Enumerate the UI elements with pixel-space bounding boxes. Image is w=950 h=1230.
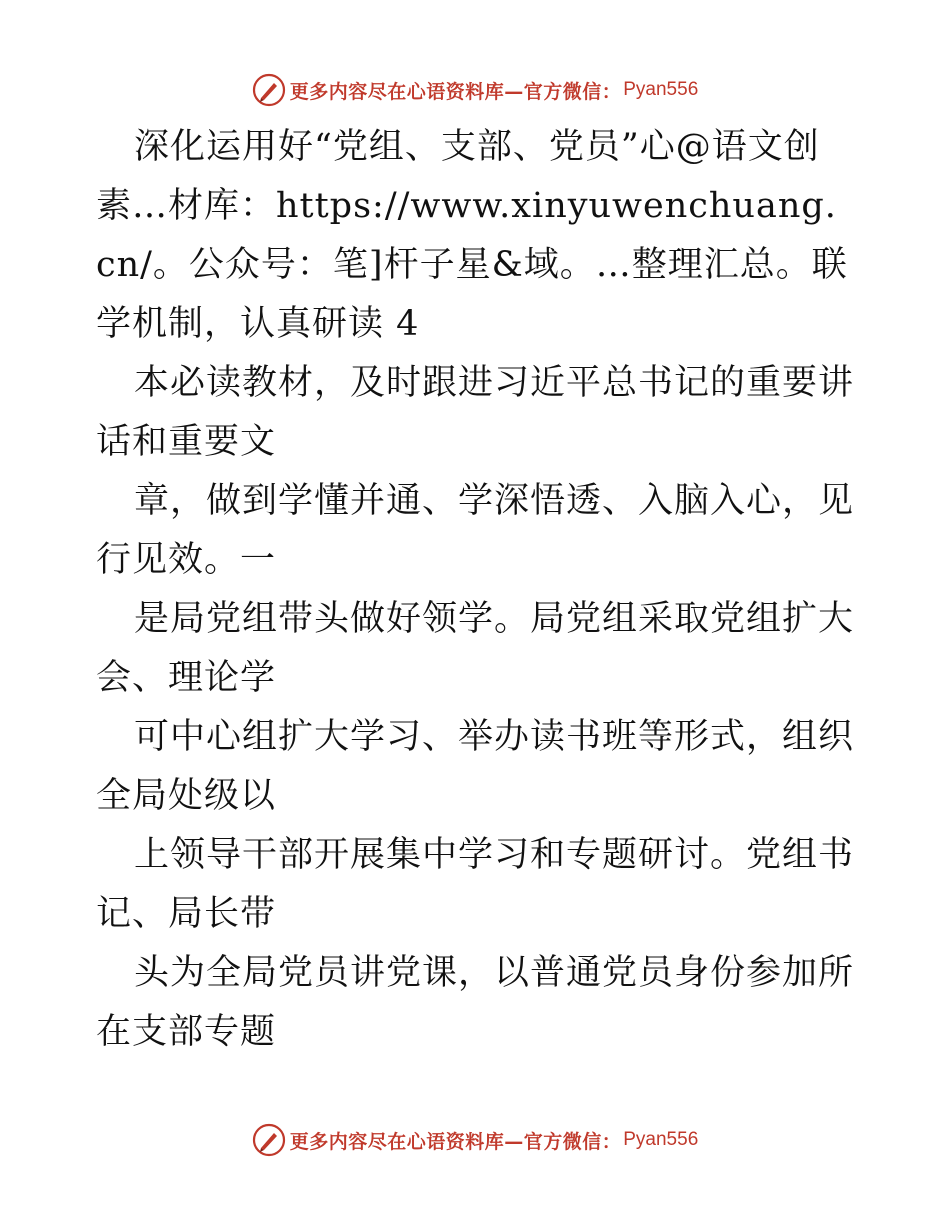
document-body — [96, 118, 856, 1062]
paragraph: 本必读教材，及时跟进习近平总书记的重要讲话和重要文 — [96, 363, 855, 462]
paragraph: 是局党组带头做好领学。局党组采取党组扩大会、理论学 — [96, 599, 855, 698]
paragraph: 上领导干部开展集中学习和专题研讨。党组书记、局长带 — [96, 835, 855, 934]
watermark-header — [0, 70, 950, 110]
paragraph: 深化运用好“党组、支部、党员”心@语文创素…材库：https://www.xinyuwenchuang.cn/。公众号：笔]杆子星&域。…整理汇总。联学机制，认真研读 4 — [96, 127, 848, 344]
paragraph: 头为全局党员讲党课，以普通党员身份参加所在支部专题 — [96, 953, 855, 1052]
pen-logo-icon — [252, 1123, 286, 1157]
watermark-header-handle: Pyan556 — [623, 79, 699, 100]
watermark-footer-handle: Pyan556 — [623, 1129, 699, 1150]
watermark-footer-text: 更多内容尽在心语资料库—官方微信： — [289, 1130, 622, 1153]
watermark-footer — [0, 1120, 950, 1160]
pen-logo-icon — [252, 73, 286, 107]
paragraph: 可中心组扩大学习、举办读书班等形式，组织全局处级以 — [96, 717, 855, 816]
paragraph: 章，做到学懂并通、学深悟透、入脑入心，见行见效。一 — [96, 481, 855, 580]
watermark-header-text: 更多内容尽在心语资料库—官方微信： — [289, 80, 622, 103]
